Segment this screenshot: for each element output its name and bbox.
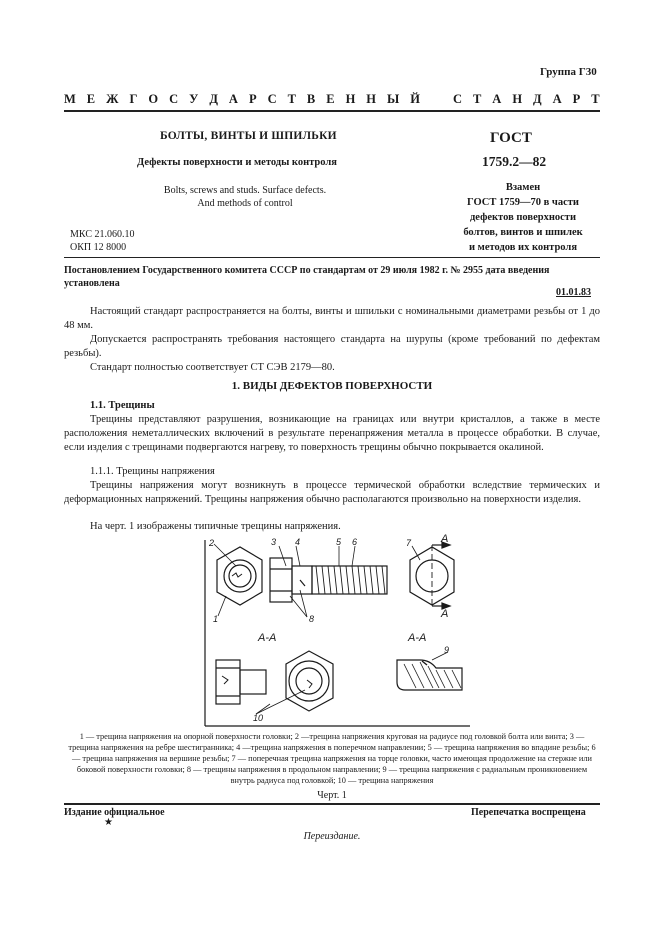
heading-letter: Т [472, 92, 482, 106]
section-arrow-letter: А [441, 533, 449, 545]
head-section-view [286, 651, 333, 711]
heading-letter: Н [366, 92, 377, 106]
heading-letter: Г [129, 92, 138, 106]
heading-letter: А [228, 92, 238, 106]
figure-label: 10 [253, 713, 264, 723]
heading-letter: С [452, 92, 462, 106]
figure-label: 9 [444, 645, 450, 655]
document-title: БОЛТЫ, ВИНТЫ И ШПИЛЬКИ [160, 130, 337, 142]
subsection-stress-cracks: 1.1.1. Трещины напряжения [90, 466, 215, 477]
paragraph-scope: Настоящий стандарт распространяется на болты, винты и шпильки с номинальными диаметрами резьбы от 1 до 48 мм. [64, 306, 600, 331]
heading-letter: Н [512, 92, 523, 106]
title-rule [64, 257, 600, 258]
paragraph-sev: Стандарт полностью соответствует СТ СЭВ 2179—80. [90, 362, 335, 373]
heading-letter: А [492, 92, 502, 106]
heading-letter: А [552, 92, 562, 106]
reedition-note: Переиздание. [303, 831, 361, 842]
figure-label: 7 [406, 538, 412, 548]
classification-codes: МКС 21.060.10 ОКП 12 8000 [70, 229, 135, 253]
heading-letter: Н [345, 92, 356, 106]
radius-detail-view [397, 660, 462, 690]
effective-date: 01.01.83 [556, 287, 591, 298]
figure-label: 2 [209, 538, 215, 548]
figure-label: 4 [295, 537, 301, 547]
heading-letter: Ы [387, 92, 400, 106]
bolt-section-view [216, 660, 266, 704]
heading-letter: С [169, 92, 179, 106]
heading-letter: М [64, 92, 76, 106]
top-rule [64, 110, 600, 112]
gost-label: ГОСТ [490, 130, 532, 146]
heading-letter: Е [326, 92, 335, 106]
heading-letter: Р [572, 92, 581, 106]
heading-letter: Т [287, 92, 296, 106]
document-subtitle: Дефекты поверхности и методы контроля [137, 157, 337, 168]
heading-letter: Й [410, 92, 420, 106]
heading-letter: Д [533, 92, 542, 106]
english-title: Bolts, screws and studs. Surface defects. And methods of control [163, 185, 327, 209]
section-heading: 1. ВИДЫ ДЕФЕКТОВ ПОВЕРХНОСТИ [231, 380, 433, 392]
bolt-side-view [270, 558, 387, 602]
heading-letter: Ж [106, 92, 119, 106]
heading-letter: О [148, 92, 159, 106]
figure-number: Черт. 1 [317, 790, 347, 801]
figure-1-drawing [195, 533, 475, 728]
paragraph-cracks: Трещины представляют разрушения, возникающие на границах или внутри кристаллов, а также в месте расположения неметаллических включений в результате перенапряжения металла в процессе обработки. В случае, если изделия с трещинами подвергаются нагреву, то поверхность трещины обычно покрывается окалиной. [64, 414, 600, 453]
section-arrow-letter: А [441, 608, 449, 620]
section-label: А-А [258, 632, 277, 644]
heading-letter: Т [591, 92, 600, 106]
official-edition: Издание официальное [64, 807, 165, 818]
figure-label: 3 [271, 537, 277, 547]
decree-text: Постановлением Государственного комитета СССР по стандартам от 29 июля 1982 г. № 2955 дата введения установлена [64, 265, 550, 289]
figure-label: 8 [309, 614, 315, 624]
reprint-prohibited: Перепечатка воспрещена [471, 807, 586, 818]
figure-caption: 1 — трещина напряжения на опорной поверхности головки; 2 —трещина напряжения круговая на радиусе под головкой болта или винта; 3 — трещина напряжения на ребре шестигранника; 4 —трещина напряжения в поперечном направлении; 5 — трещина напряжения во впадине резьбы; 6 — трещина напряжения на вершине резьбы; 7 — поперечная трещина напряжения на торце головки, часто имеющая продолжение на стержне или боковой поверхности головки; 8 — трещины напряжения в продольном направлении; 9 — трещина напряжения с радиальным проникновением внутрь радиуса под головкой; 10 — трещина напряжения [68, 732, 596, 785]
paragraph-stress-cracks: Трещины напряжения могут возникнуть в процессе термической обработки вследствие термических и деформационных напряжений. Трещины напряжения обычно располагаются произвольно на поверхности изделия. [64, 480, 600, 505]
paragraph-screws: Допускается распространять требования настоящего стандарта на шурупы (кроме требований по дефектам резьбы). [64, 334, 600, 359]
heading-letter: У [189, 92, 199, 106]
heading-letter: Е [86, 92, 96, 106]
star-mark: ★ [104, 817, 113, 828]
footer-rule [64, 803, 600, 805]
figure-label: 1 [213, 614, 219, 624]
head-top-view [217, 547, 262, 605]
gost-number: 1759.2—82 [482, 154, 547, 169]
head-end-view [410, 542, 454, 609]
heading-letter: Д [209, 92, 218, 106]
subsection-cracks: 1.1. Трещины [90, 400, 155, 411]
section-label: А-А [408, 632, 427, 644]
heading-letter: В [306, 92, 316, 106]
replacement-note: Взамен ГОСТ 1759—70 в части дефектов поверхности болтов, винтов и шпилек и методов их контроля [463, 182, 583, 253]
figure-label: 5 [336, 537, 342, 547]
group-code: Группа Г30 [540, 66, 597, 78]
figure-label: 6 [352, 537, 358, 547]
interstate-standard-heading [64, 92, 600, 107]
heading-letter: Р [248, 92, 257, 106]
paragraph-figure-ref: На черт. 1 изображены типичные трещины напряжения. [90, 521, 341, 532]
heading-letter: С [267, 92, 277, 106]
